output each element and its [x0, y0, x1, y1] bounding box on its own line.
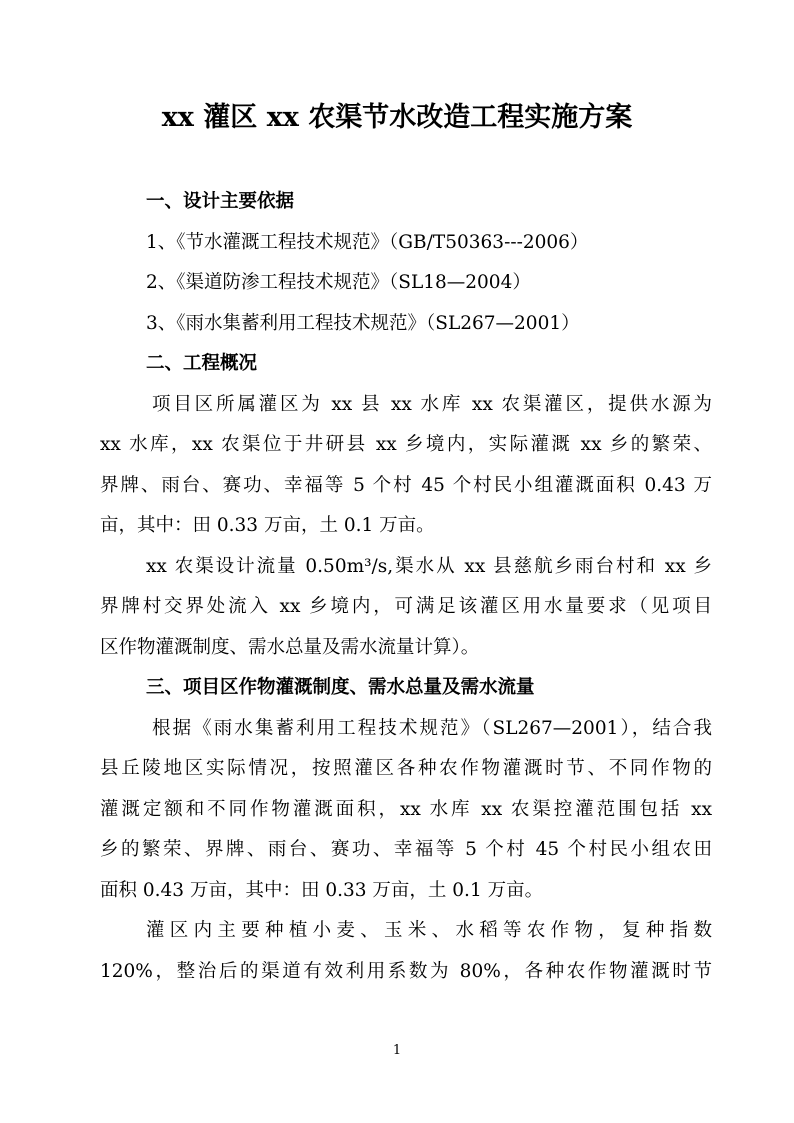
reference-item-1: 1、《节水灌溉工程技术规范》（GB/T50363---2006）	[146, 231, 589, 253]
paragraph-line: 根据《雨水集蓄利用工程技术规范》（SL267—2001），结合我	[152, 717, 712, 739]
document-body	[100, 182, 712, 992]
paragraph-line: 灌溉定额和不同作物灌溉面积，xx 水库 xx 农渠控灌范围包括 xx	[100, 798, 712, 820]
paragraph-line: 面积 0.43 万亩，其中：田 0.33 万亩，土 0.1 万亩。	[100, 879, 544, 901]
reference-item-3: 3、《雨水集蓄利用工程技术规范》（SL267—2001）	[146, 312, 580, 334]
document-title: xx 灌区 xx 农渠节水改造工程实施方案	[161, 102, 633, 133]
paragraph-line: 县丘陵地区实际情况，按照灌区各种农作物灌溉时节、不同作物的	[100, 758, 712, 779]
reference-item-2: 2、《渠道防渗工程技术规范》（SL18—2004）	[146, 272, 531, 293]
paragraph-line: xx 水库，xx 农渠位于井研县 xx 乡境内，实际灌溉 xx 乡的繁荣、	[100, 434, 712, 455]
paragraph-line: 乡的繁荣、界牌、雨台、赛功、幸福等 5 个村 45 个村民小组农田	[100, 839, 712, 860]
section-heading-overview: 二、工程概况	[146, 353, 258, 374]
paragraph-line: 界牌、雨台、赛功、幸福等 5 个村 45 个村民小组灌溉面积 0.43 万	[100, 474, 712, 496]
paragraph-line: 界牌村交界处流入 xx 乡境内，可满足该灌区用水量要求（见项目	[100, 596, 712, 617]
section-heading-irrigation: 三、项目区作物灌溉制度、需水总量及需水流量	[146, 677, 535, 698]
paragraph-line: 120%，整治后的渠道有效利用系数为 80%，各种农作物灌溉时节	[100, 960, 712, 982]
paragraph-line: 区作物灌溉制度、需水总量及需水流量计算）。	[100, 636, 480, 658]
paragraph-line: 灌区内主要种植小麦、玉米、水稻等农作物，复种指数	[146, 920, 712, 941]
page-number: 1	[392, 1043, 402, 1058]
section-heading-basis: 一、设计主要依据	[146, 191, 295, 212]
paragraph-line: 项目区所属灌区为 xx 县 xx 水库 xx 农渠灌区，提供水源为	[152, 393, 712, 415]
paragraph-line: xx 农渠设计流量 0.50m³/s,渠水从 xx 县慈航乡雨台村和 xx 乡	[146, 555, 712, 577]
paragraph-line: 亩，其中：田 0.33 万亩，土 0.1 万亩。	[100, 515, 435, 536]
